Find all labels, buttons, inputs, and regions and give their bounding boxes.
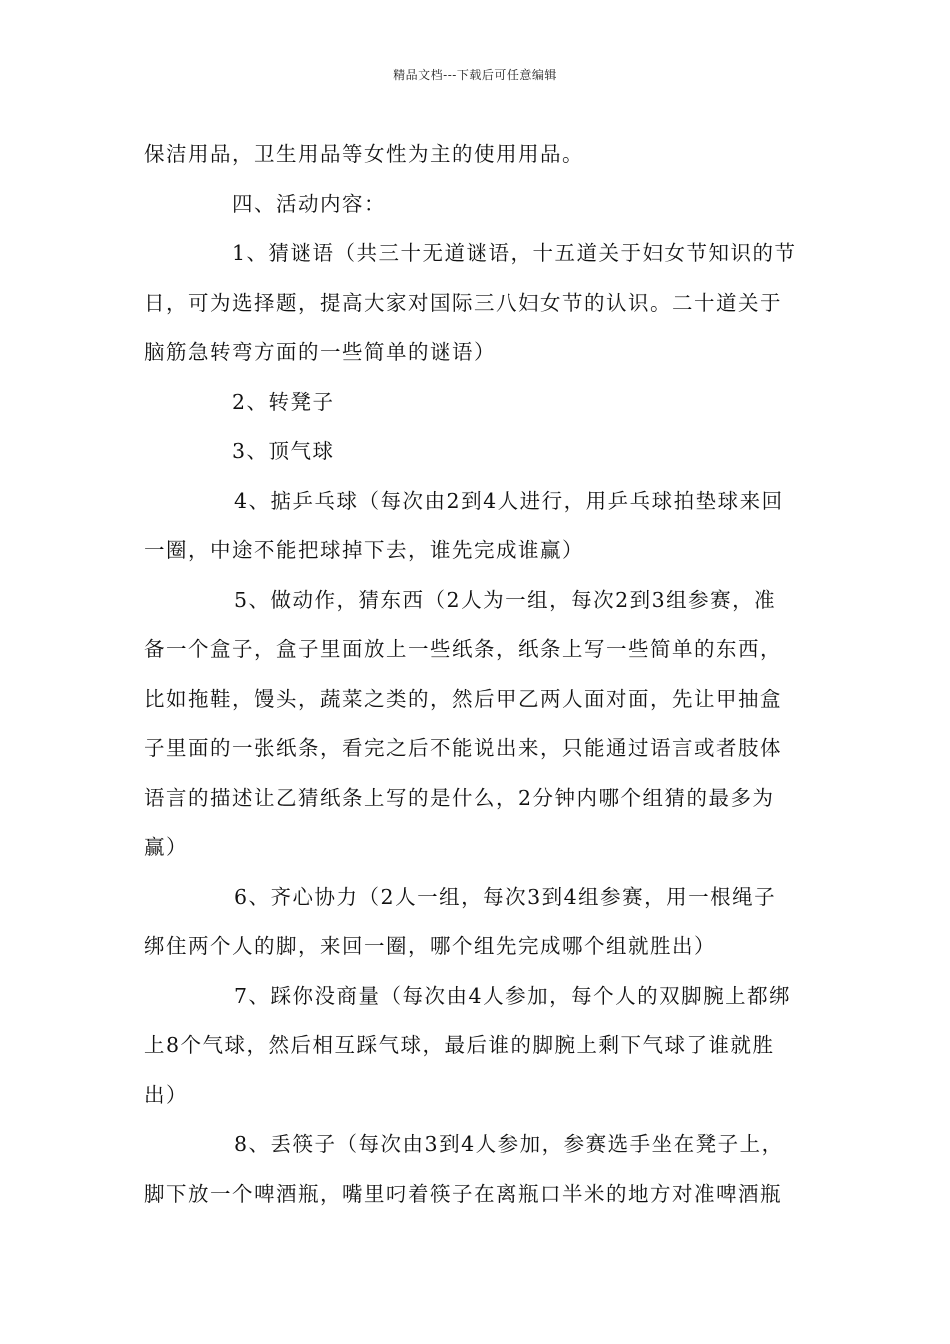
paragraph-line: 脑筋急转弯方面的一些简单的谜语）	[144, 340, 496, 364]
paragraph-line: 5、做动作，猜东西（2人为一组，每次2到3组参赛，准	[234, 587, 777, 612]
page-header: 精品文档---下载后可任意编辑	[393, 68, 557, 82]
paragraph-line: 日，可为选择题，提高大家对国际三八妇女节的认识。二十道关于	[144, 290, 782, 315]
paragraph-line: 比如拖鞋，馒头，蔬菜之类的，然后甲乙两人面对面，先让甲抽盒	[144, 686, 782, 711]
paragraph-line: 绑住两个人的脚，来回一圈，哪个组先完成哪个组就胜出）	[144, 934, 716, 958]
paragraph-line: 2、转凳子	[232, 389, 335, 414]
paragraph-line: 3、顶气球	[232, 439, 335, 463]
paragraph-line: 1、猜谜语（共三十无道谜语，十五道关于妇女节知识的节	[232, 241, 797, 265]
paragraph-line: 赢）	[144, 835, 188, 859]
paragraph-line: 6、齐心协力（2人一组，每次3到4组参赛，用一根绳子	[234, 884, 777, 909]
paragraph-line: 上8个气球，然后相互踩气球，最后谁的脚腕上剩下气球了谁就胜	[144, 1033, 775, 1057]
paragraph-line: 出）	[144, 1082, 188, 1107]
paragraph-line: 备一个盒子，盒子里面放上一些纸条，纸条上写一些简单的东西，	[144, 637, 782, 661]
paragraph-line: 4、掂乒乓球（每次由2到4人进行，用乒乓球拍垫球来回	[234, 488, 784, 513]
document-body	[144, 130, 812, 1219]
paragraph-line: 语言的描述让乙猜纸条上写的是什么，2分钟内哪个组猜的最多为	[144, 785, 775, 810]
paragraph-line: 子里面的一张纸条，看完之后不能说出来，只能通过语言或者肢体	[144, 736, 782, 760]
paragraph-line: 8、丢筷子（每次由3到4人参加，参赛选手坐在凳子上，	[234, 1132, 784, 1156]
paragraph-line: 一圈，中途不能把球掉下去，谁先完成谁赢）	[144, 538, 584, 562]
section-heading: 四、活动内容：	[232, 191, 386, 216]
paragraph-line: 脚下放一个啤酒瓶，嘴里叼着筷子在离瓶口半米的地方对准啤酒瓶	[144, 1181, 782, 1206]
paragraph-line: 保洁用品，卫生用品等女性为主的使用用品。	[144, 142, 584, 166]
paragraph-line: 7、踩你没商量（每次由4人参加，每个人的双脚腕上都绑	[234, 983, 792, 1008]
